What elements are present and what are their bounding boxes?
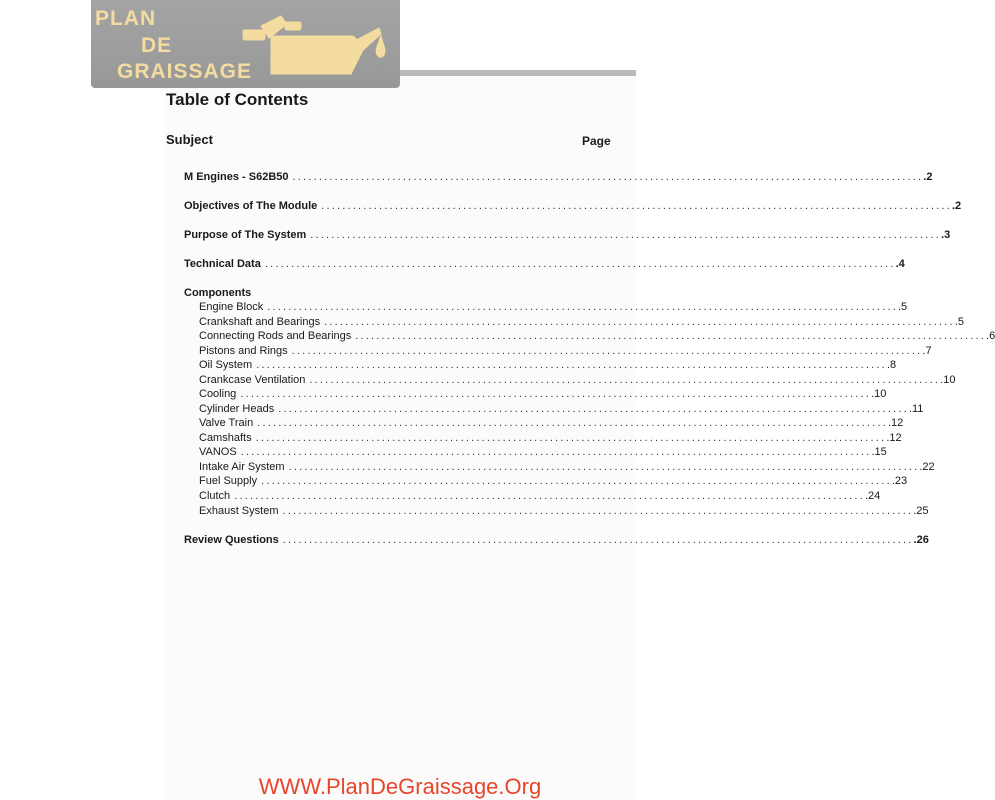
toc-entry-page: .22 xyxy=(919,461,935,473)
toc-entry-label: Cylinder Heads xyxy=(199,403,275,415)
dot-leader: ........................................................................................................................ xyxy=(288,461,920,473)
toc-subentry[interactable] xyxy=(199,489,881,504)
toc-subentry[interactable] xyxy=(199,474,908,489)
toc-entry-page: .12 xyxy=(886,432,902,444)
toc-entry-page: .24 xyxy=(864,490,881,502)
toc-entry-page: .25 xyxy=(913,505,929,517)
toc-entry-page: .15 xyxy=(871,446,887,458)
toc-entry[interactable] xyxy=(184,228,951,243)
logo-line-1: PLAN xyxy=(95,7,157,30)
header-rule xyxy=(398,70,636,76)
dot-leader: ........................................................................................................................ xyxy=(267,301,898,313)
toc-entry-label: Review Questions xyxy=(184,534,279,546)
toc-entry-page: .23 xyxy=(891,475,908,487)
dot-leader: ........................................................................................................................ xyxy=(309,374,941,386)
toc-entry-page: .10 xyxy=(940,374,956,386)
dot-leader: ........................................................................................................................ xyxy=(282,505,914,517)
toc-entry-label: Exhaust System xyxy=(199,505,279,517)
toc-entry-page: .2 xyxy=(923,171,933,183)
toc-entry-page: .6 xyxy=(986,330,995,342)
toc-entry-label: Crankcase Ventilation xyxy=(199,374,306,386)
oil-can-icon xyxy=(241,8,391,83)
dot-leader: ........................................................................................................................ xyxy=(261,475,892,487)
dot-leader: ........................................................................................................................ xyxy=(310,229,942,241)
toc-entry-label: Connecting Rods and Bearings xyxy=(199,330,352,342)
dot-leader: ........................................................................................................................ xyxy=(240,388,872,400)
toc-entry-label: Cooling xyxy=(199,388,237,400)
toc-entry[interactable] xyxy=(184,533,929,548)
toc-entry-page: .5 xyxy=(954,316,965,328)
dot-leader: ........................................................................................................................ xyxy=(278,403,909,415)
toc-entry-page: .11 xyxy=(908,403,924,415)
toc-entry[interactable] xyxy=(184,257,905,272)
dot-leader: ........................................................................................................................ xyxy=(282,534,914,546)
dot-leader: ........................................................................................................................ xyxy=(257,417,888,429)
toc-subentry[interactable] xyxy=(199,445,887,460)
toc-entry-page: .4 xyxy=(895,258,905,270)
toc-entry-label: Fuel Supply xyxy=(199,475,258,487)
toc-entry-label: Crankshaft and Bearings xyxy=(199,316,321,328)
logo-line-3: GRAISSAGE xyxy=(117,60,253,83)
subject-column-header: Subject xyxy=(166,132,213,147)
toc-subentry[interactable] xyxy=(199,402,924,417)
toc-entry-label: Oil System xyxy=(199,359,253,371)
toc-entry-label: Purpose of The System xyxy=(184,229,307,241)
toc-entry-page: .26 xyxy=(913,534,929,546)
toc-subentry[interactable] xyxy=(199,460,935,475)
toc-entry[interactable] xyxy=(184,170,933,185)
components-heading: Components xyxy=(184,287,252,299)
dot-leader: ........................................................................................................................ xyxy=(255,432,887,444)
dot-leader: ........................................................................................................................ xyxy=(240,446,872,458)
toc-subentry[interactable] xyxy=(199,344,932,359)
toc-entry-label: Engine Block xyxy=(199,301,264,313)
toc-subentry[interactable] xyxy=(199,416,904,431)
dot-leader: ........................................................................................................................ xyxy=(234,490,865,502)
toc-entry-label: Valve Train xyxy=(199,417,254,429)
dot-leader: ........................................................................................................................ xyxy=(355,330,987,342)
dot-leader: ........................................................................................................................ xyxy=(291,345,923,357)
dot-leader: ........................................................................................................................ xyxy=(264,258,896,270)
toc-entry-label: Clutch xyxy=(199,490,231,502)
toc-subentry[interactable] xyxy=(199,329,995,344)
toc-entry-page: .5 xyxy=(897,301,908,313)
toc-entry-label: Objectives of The Module xyxy=(184,200,318,212)
toc-entry-label: Intake Air System xyxy=(199,461,285,473)
toc-subentry[interactable] xyxy=(199,315,965,330)
toc-entry-label: Camshafts xyxy=(199,432,252,444)
toc-entry-label: Technical Data xyxy=(184,258,261,270)
toc-entry-label: Pistons and Rings xyxy=(199,345,288,357)
toc-entry-label: M Engines - S62B50 xyxy=(184,171,289,183)
page-title: Table of Contents xyxy=(166,90,309,109)
toc-subentry[interactable] xyxy=(199,431,902,446)
dot-leader: ........................................................................................................................ xyxy=(324,316,955,328)
toc-subentry[interactable] xyxy=(199,373,956,388)
toc-subentry[interactable] xyxy=(199,504,929,519)
toc-entry-page: .7 xyxy=(922,345,932,357)
toc-subentry[interactable] xyxy=(199,387,887,402)
toc-entry-page: .8 xyxy=(886,359,897,371)
toc-entry-page: .2 xyxy=(952,200,962,212)
dot-leader: ........................................................................................................................ xyxy=(292,171,924,183)
toc-entry-label: VANOS xyxy=(199,446,237,458)
page-column-header: Page xyxy=(582,134,611,148)
toc-entry-page: .12 xyxy=(887,417,904,429)
dot-leader: ........................................................................................................................ xyxy=(256,359,887,371)
watermark-logo xyxy=(91,0,400,88)
footer-website-link[interactable]: WWW.PlanDeGraissage.Org xyxy=(258,774,542,799)
dot-leader: ........................................................................................................................ xyxy=(321,200,952,212)
toc-entry[interactable] xyxy=(184,199,962,214)
toc-subentry[interactable] xyxy=(199,300,908,315)
logo-line-2: DE xyxy=(141,34,173,57)
toc-entry-page: .10 xyxy=(871,388,887,400)
toc-entry-page: .3 xyxy=(941,229,951,241)
toc-subentry[interactable] xyxy=(199,358,897,373)
